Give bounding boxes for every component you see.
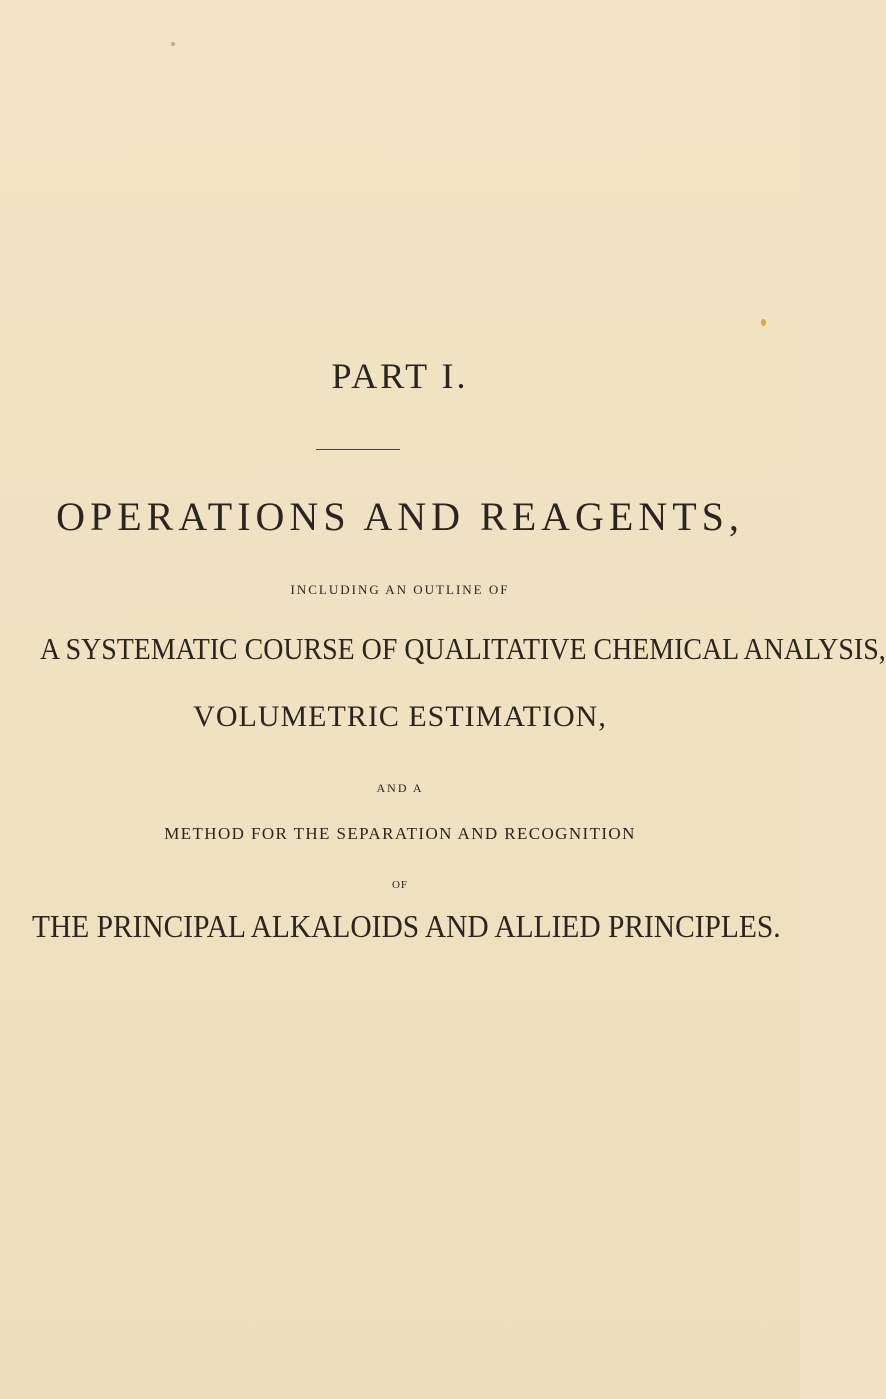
subtitle-systematic-course: A SYSTEMATIC COURSE OF QUALITATIVE CHEMICAL ANALYSIS, [40, 631, 886, 666]
connector-and-a: AND A [376, 781, 424, 795]
paper-speck [171, 42, 175, 46]
subtitle-including: INCLUDING AN OUTLINE OF [290, 582, 510, 597]
connector-of: OF [391, 879, 409, 891]
divider-rule [316, 449, 400, 450]
paper-stain [761, 319, 766, 326]
main-heading: OPERATIONS AND REAGENTS, [56, 494, 744, 539]
part-title: PART I. [331, 356, 469, 396]
subtitle-volumetric: VOLUMETRIC ESTIMATION, [193, 700, 607, 733]
subtitle-method: METHOD FOR THE SEPARATION AND RECOGNITION [164, 824, 636, 843]
subtitle-alkaloids: THE PRINCIPAL ALKALOIDS AND ALLIED PRINCIPLES. [32, 908, 781, 944]
